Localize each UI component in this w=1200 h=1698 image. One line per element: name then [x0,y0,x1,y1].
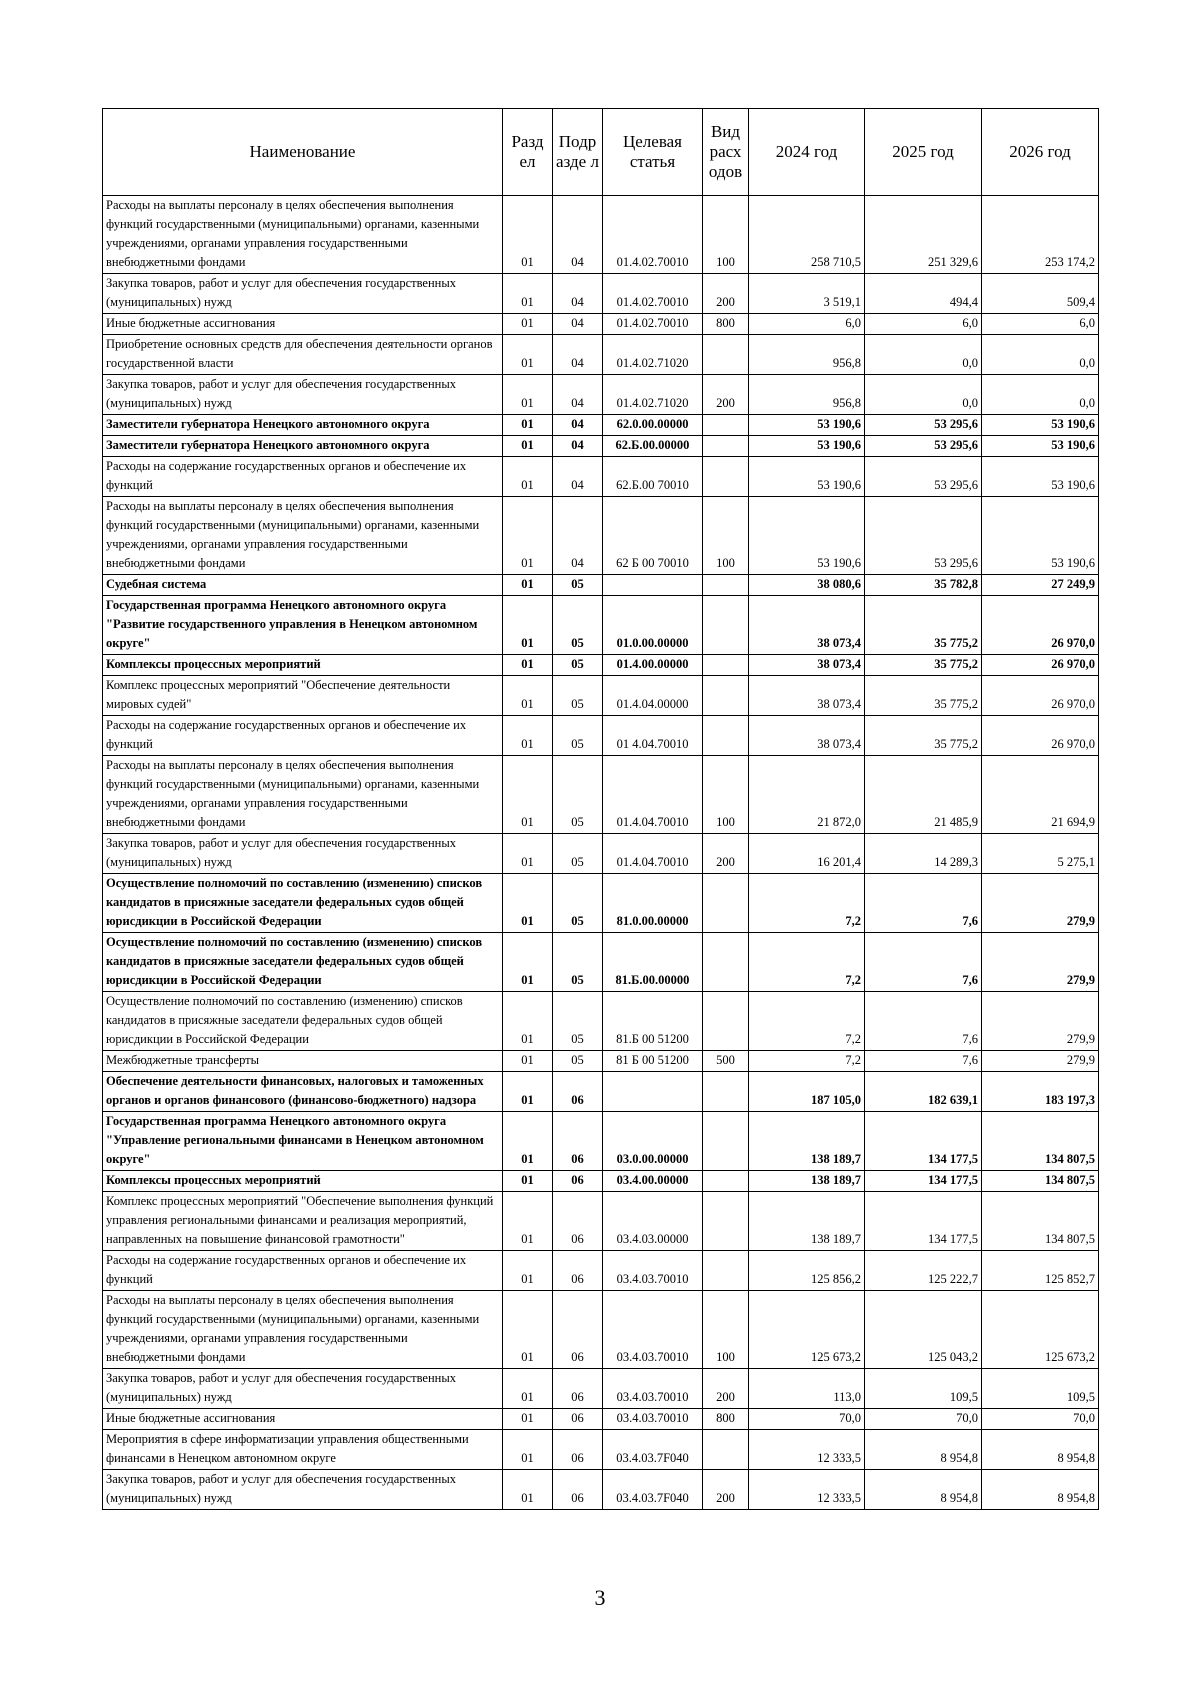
cell-2025: 7,6 [865,1051,982,1072]
cell-target: 81.Б 00 51200 [603,992,703,1051]
cell-2025: 6,0 [865,314,982,335]
header-name: Наименование [103,109,503,196]
cell-2026: 279,9 [982,874,1099,933]
cell-podrazdel: 05 [553,676,603,716]
cell-name: Закупка товаров, работ и услуг для обеспечения государственных (муниципальных) нужд [103,274,503,314]
table-body [103,196,1099,1510]
cell-target: 03.4.03.7F040 [603,1430,703,1470]
cell-2025: 8 954,8 [865,1430,982,1470]
cell-2026: 279,9 [982,933,1099,992]
table-row [103,436,1099,457]
cell-2025: 8 954,8 [865,1470,982,1510]
cell-2024: 138 189,7 [749,1171,865,1192]
cell-target: 81.0.00.00000 [603,874,703,933]
cell-name: Мероприятия в сфере информатизации управления общественными финансами в Ненецком автономном округе [103,1430,503,1470]
cell-razdel: 01 [503,1072,553,1112]
cell-name: Закупка товаров, работ и услуг для обеспечения государственных (муниципальных) нужд [103,1369,503,1409]
table-row [103,1369,1099,1409]
table-row [103,1430,1099,1470]
cell-2024: 38 073,4 [749,716,865,756]
cell-expense-type [703,1112,749,1171]
cell-podrazdel: 04 [553,196,603,274]
cell-2025: 7,6 [865,933,982,992]
cell-target: 62.Б.00 70010 [603,457,703,497]
cell-2026: 0,0 [982,375,1099,415]
cell-target: 03.4.03.70010 [603,1251,703,1291]
cell-target: 01.4.02.70010 [603,274,703,314]
cell-2026: 183 197,3 [982,1072,1099,1112]
table-row [103,676,1099,716]
cell-2025: 35 782,8 [865,575,982,596]
cell-2024: 53 190,6 [749,415,865,436]
cell-2026: 509,4 [982,274,1099,314]
cell-podrazdel: 04 [553,314,603,335]
cell-expense-type: 100 [703,196,749,274]
cell-razdel: 01 [503,1251,553,1291]
cell-2026: 5 275,1 [982,834,1099,874]
cell-podrazdel: 06 [553,1291,603,1369]
cell-expense-type [703,655,749,676]
page-number: 3 [594,1585,606,1610]
header-2024: 2024 год [749,109,865,196]
cell-2024: 16 201,4 [749,834,865,874]
cell-expense-type [703,596,749,655]
cell-2025: 7,6 [865,874,982,933]
cell-2024: 53 190,6 [749,497,865,575]
cell-2025: 53 295,6 [865,457,982,497]
cell-podrazdel: 05 [553,834,603,874]
table-row [103,716,1099,756]
table-row [103,1470,1099,1510]
cell-name: Закупка товаров, работ и услуг для обеспечения государственных (муниципальных) нужд [103,375,503,415]
cell-name: Расходы на выплаты персоналу в целях обеспечения выполнения функций государственными (муниципальными) органами, казенными учреждениями, органами управления государственными внебюджетными фондами [103,196,503,274]
cell-2024: 7,2 [749,933,865,992]
cell-2026: 26 970,0 [982,596,1099,655]
cell-expense-type [703,436,749,457]
cell-podrazdel: 06 [553,1409,603,1430]
cell-razdel: 01 [503,497,553,575]
cell-2025: 134 177,5 [865,1112,982,1171]
cell-podrazdel: 06 [553,1251,603,1291]
cell-podrazdel: 04 [553,436,603,457]
table-header-row [103,109,1099,196]
cell-podrazdel: 04 [553,497,603,575]
cell-2025: 35 775,2 [865,716,982,756]
cell-2026: 0,0 [982,335,1099,375]
cell-razdel: 01 [503,992,553,1051]
table-row [103,196,1099,274]
table-row [103,575,1099,596]
cell-2025: 125 222,7 [865,1251,982,1291]
cell-target: 62.Б.00.00000 [603,436,703,457]
cell-name: Расходы на выплаты персоналу в целях обеспечения выполнения функций государственными (муниципальными) органами, казенными учреждениями, органами управления государственными внебюджетными фондами [103,756,503,834]
cell-expense-type: 100 [703,497,749,575]
table-row [103,874,1099,933]
cell-name: Иные бюджетные ассигнования [103,314,503,335]
cell-2024: 125 856,2 [749,1251,865,1291]
cell-name: Иные бюджетные ассигнования [103,1409,503,1430]
cell-2026: 53 190,6 [982,457,1099,497]
cell-2026: 70,0 [982,1409,1099,1430]
cell-2026: 27 249,9 [982,575,1099,596]
cell-razdel: 01 [503,1192,553,1251]
cell-expense-type: 200 [703,1369,749,1409]
table-row [103,457,1099,497]
cell-2024: 7,2 [749,1051,865,1072]
cell-2026: 53 190,6 [982,436,1099,457]
cell-razdel: 01 [503,655,553,676]
cell-expense-type [703,716,749,756]
cell-2026: 26 970,0 [982,716,1099,756]
cell-podrazdel: 05 [553,575,603,596]
cell-expense-type [703,1251,749,1291]
cell-2024: 113,0 [749,1369,865,1409]
cell-name: Межбюджетные трансферты [103,1051,503,1072]
cell-target: 03.4.03.70010 [603,1409,703,1430]
cell-target: 01.4.04.70010 [603,756,703,834]
cell-expense-type [703,1192,749,1251]
cell-2025: 35 775,2 [865,596,982,655]
cell-razdel: 01 [503,274,553,314]
cell-podrazdel: 05 [553,933,603,992]
cell-target: 01.4.04.00000 [603,676,703,716]
cell-name: Комплексы процессных мероприятий [103,1171,503,1192]
cell-razdel: 01 [503,457,553,497]
table-row [103,274,1099,314]
cell-2026: 279,9 [982,992,1099,1051]
cell-expense-type [703,1430,749,1470]
cell-2025: 21 485,9 [865,756,982,834]
table-row [103,933,1099,992]
cell-expense-type: 200 [703,1470,749,1510]
cell-expense-type: 200 [703,274,749,314]
cell-podrazdel: 05 [553,596,603,655]
cell-podrazdel: 04 [553,274,603,314]
cell-expense-type [703,457,749,497]
cell-2024: 38 073,4 [749,596,865,655]
cell-2024: 7,2 [749,992,865,1051]
header-razdel: Разд ел [503,109,553,196]
cell-2024: 138 189,7 [749,1192,865,1251]
cell-target: 01.4.02.71020 [603,375,703,415]
cell-name: Расходы на содержание государственных органов и обеспечение их функций [103,1251,503,1291]
cell-2024: 38 080,6 [749,575,865,596]
cell-name: Расходы на содержание государственных органов и обеспечение их функций [103,457,503,497]
cell-expense-type [703,1171,749,1192]
budget-table-container [102,108,1098,1510]
cell-expense-type [703,676,749,716]
cell-2026: 134 807,5 [982,1112,1099,1171]
cell-2024: 70,0 [749,1409,865,1430]
cell-2024: 21 872,0 [749,756,865,834]
cell-name: Государственная программа Ненецкого автономного округа "Управление региональными финансами в Ненецком автономном округе" [103,1112,503,1171]
cell-2024: 38 073,4 [749,676,865,716]
cell-name: Комплекс процессных мероприятий "Обеспечение деятельности мировых судей" [103,676,503,716]
table-row [103,1291,1099,1369]
cell-target: 03.4.00.00000 [603,1171,703,1192]
cell-razdel: 01 [503,1430,553,1470]
cell-name: Заместители губернатора Ненецкого автономного округа [103,436,503,457]
table-row [103,415,1099,436]
cell-razdel: 01 [503,874,553,933]
cell-2025: 53 295,6 [865,415,982,436]
cell-2024: 12 333,5 [749,1430,865,1470]
cell-2024: 956,8 [749,335,865,375]
cell-name: Комплексы процессных мероприятий [103,655,503,676]
cell-2024: 187 105,0 [749,1072,865,1112]
cell-razdel: 01 [503,314,553,335]
cell-target: 03.4.03.70010 [603,1369,703,1409]
cell-expense-type: 800 [703,314,749,335]
cell-name: Судебная система [103,575,503,596]
cell-podrazdel: 06 [553,1171,603,1192]
cell-2026: 53 190,6 [982,497,1099,575]
cell-razdel: 01 [503,834,553,874]
header-2025: 2025 год [865,109,982,196]
cell-target [603,575,703,596]
cell-2025: 494,4 [865,274,982,314]
cell-2026: 109,5 [982,1369,1099,1409]
cell-podrazdel: 04 [553,415,603,436]
cell-expense-type [703,415,749,436]
table-row [103,1192,1099,1251]
cell-razdel: 01 [503,375,553,415]
table-row [103,1171,1099,1192]
cell-podrazdel: 05 [553,716,603,756]
header-expense-type: Вид расх одов [703,109,749,196]
table-row [103,314,1099,335]
cell-2024: 6,0 [749,314,865,335]
cell-razdel: 01 [503,1171,553,1192]
cell-expense-type [703,933,749,992]
cell-target: 01.4.02.70010 [603,314,703,335]
cell-podrazdel: 04 [553,375,603,415]
cell-razdel: 01 [503,1291,553,1369]
cell-2025: 0,0 [865,375,982,415]
cell-podrazdel: 05 [553,756,603,834]
cell-expense-type [703,874,749,933]
cell-expense-type: 500 [703,1051,749,1072]
cell-2025: 35 775,2 [865,676,982,716]
cell-podrazdel: 05 [553,1051,603,1072]
cell-name: Заместители губернатора Ненецкого автономного округа [103,415,503,436]
table-row [103,596,1099,655]
cell-razdel: 01 [503,436,553,457]
cell-name: Расходы на выплаты персоналу в целях обеспечения выполнения функций государственными (муниципальными) органами, казенными учреждениями, органами управления государственными внебюджетными фондами [103,497,503,575]
header-target: Целевая статья [603,109,703,196]
table-row [103,1251,1099,1291]
cell-razdel: 01 [503,933,553,992]
table-row [103,655,1099,676]
table-row [103,1072,1099,1112]
cell-2024: 138 189,7 [749,1112,865,1171]
cell-name: Закупка товаров, работ и услуг для обеспечения государственных (муниципальных) нужд [103,1470,503,1510]
cell-2025: 35 775,2 [865,655,982,676]
cell-podrazdel: 04 [553,335,603,375]
cell-2024: 53 190,6 [749,436,865,457]
cell-target: 01.4.00.00000 [603,655,703,676]
table-row [103,992,1099,1051]
cell-target: 62 Б 00 70010 [603,497,703,575]
cell-target: 03.4.03.70010 [603,1291,703,1369]
cell-razdel: 01 [503,196,553,274]
cell-name: Расходы на содержание государственных органов и обеспечение их функций [103,716,503,756]
cell-2026: 26 970,0 [982,676,1099,716]
cell-2025: 53 295,6 [865,436,982,457]
cell-razdel: 01 [503,676,553,716]
cell-2025: 7,6 [865,992,982,1051]
cell-2024: 38 073,4 [749,655,865,676]
cell-target: 01.4.04.70010 [603,834,703,874]
header-2026: 2026 год [982,109,1099,196]
cell-name: Обеспечение деятельности финансовых, налоговых и таможенных органов и органов финансового (финансово-бюджетного) надзора [103,1072,503,1112]
cell-2026: 125 852,7 [982,1251,1099,1291]
cell-name: Осуществление полномочий по составлению (изменению) списков кандидатов в присяжные заседатели федеральных судов общей юрисдикции в Российской Федерации [103,933,503,992]
cell-razdel: 01 [503,415,553,436]
cell-expense-type: 800 [703,1409,749,1430]
cell-podrazdel: 06 [553,1192,603,1251]
cell-podrazdel: 06 [553,1369,603,1409]
cell-2025: 109,5 [865,1369,982,1409]
table-row [103,834,1099,874]
cell-2024: 125 673,2 [749,1291,865,1369]
cell-razdel: 01 [503,575,553,596]
cell-target: 01.0.00.00000 [603,596,703,655]
cell-2025: 251 329,6 [865,196,982,274]
cell-2025: 134 177,5 [865,1171,982,1192]
cell-name: Государственная программа Ненецкого автономного округа "Развитие государственного управления в Ненецком автономном округе" [103,596,503,655]
cell-2026: 26 970,0 [982,655,1099,676]
cell-target: 01.4.02.70010 [603,196,703,274]
table-row [103,1409,1099,1430]
cell-podrazdel: 05 [553,992,603,1051]
cell-2026: 8 954,8 [982,1470,1099,1510]
cell-2025: 182 639,1 [865,1072,982,1112]
table-row [103,1112,1099,1171]
cell-expense-type: 100 [703,1291,749,1369]
cell-target: 81 Б 00 51200 [603,1051,703,1072]
table-row [103,1051,1099,1072]
cell-target: 03.4.03.00000 [603,1192,703,1251]
cell-target: 03.4.03.7F040 [603,1470,703,1510]
budget-table [102,108,1099,1510]
cell-podrazdel: 06 [553,1430,603,1470]
cell-target: 01.4.02.71020 [603,335,703,375]
cell-podrazdel: 06 [553,1470,603,1510]
cell-2024: 956,8 [749,375,865,415]
cell-2025: 134 177,5 [865,1192,982,1251]
cell-2025: 70,0 [865,1409,982,1430]
cell-target [603,1072,703,1112]
table-row [103,497,1099,575]
cell-expense-type [703,1072,749,1112]
cell-2026: 125 673,2 [982,1291,1099,1369]
cell-name: Осуществление полномочий по составлению (изменению) списков кандидатов в присяжные заседатели федеральных судов общей юрисдикции в Российской Федерации [103,874,503,933]
table-row [103,335,1099,375]
cell-razdel: 01 [503,1470,553,1510]
cell-2026: 279,9 [982,1051,1099,1072]
cell-name: Закупка товаров, работ и услуг для обеспечения государственных (муниципальных) нужд [103,834,503,874]
cell-target: 81.Б.00.00000 [603,933,703,992]
cell-razdel: 01 [503,716,553,756]
cell-name: Расходы на выплаты персоналу в целях обеспечения выполнения функций государственными (муниципальными) органами, казенными учреждениями, органами управления государственными внебюджетными фондами [103,1291,503,1369]
cell-expense-type: 100 [703,756,749,834]
cell-name: Приобретение основных средств для обеспечения деятельности органов государственной власти [103,335,503,375]
cell-2024: 7,2 [749,874,865,933]
cell-2025: 53 295,6 [865,497,982,575]
cell-razdel: 01 [503,1409,553,1430]
cell-2026: 134 807,5 [982,1192,1099,1251]
cell-podrazdel: 04 [553,457,603,497]
cell-2025: 125 043,2 [865,1291,982,1369]
cell-2024: 258 710,5 [749,196,865,274]
cell-target: 03.0.00.00000 [603,1112,703,1171]
cell-podrazdel: 06 [553,1072,603,1112]
cell-2026: 253 174,2 [982,196,1099,274]
cell-2025: 0,0 [865,335,982,375]
cell-2026: 21 694,9 [982,756,1099,834]
header-podrazdel: Подр азде л [553,109,603,196]
table-row [103,375,1099,415]
cell-expense-type: 200 [703,834,749,874]
table-row [103,756,1099,834]
cell-2024: 3 519,1 [749,274,865,314]
cell-expense-type [703,335,749,375]
cell-2026: 8 954,8 [982,1430,1099,1470]
cell-2026: 6,0 [982,314,1099,335]
cell-2024: 53 190,6 [749,457,865,497]
cell-expense-type: 200 [703,375,749,415]
cell-podrazdel: 06 [553,1112,603,1171]
cell-expense-type [703,575,749,596]
cell-target: 01 4.04.70010 [603,716,703,756]
cell-name: Комплекс процессных мероприятий "Обеспечение выполнения функций управления региональными финансами и реализация мероприятий, направленных на повышение финансовой грамотности" [103,1192,503,1251]
cell-podrazdel: 05 [553,655,603,676]
cell-razdel: 01 [503,1369,553,1409]
cell-razdel: 01 [503,1112,553,1171]
cell-2024: 12 333,5 [749,1470,865,1510]
cell-2026: 53 190,6 [982,415,1099,436]
cell-razdel: 01 [503,335,553,375]
cell-podrazdel: 05 [553,874,603,933]
cell-2026: 134 807,5 [982,1171,1099,1192]
cell-name: Осуществление полномочий по составлению (изменению) списков кандидатов в присяжные заседатели федеральных судов общей юрисдикции в Российской Федерации [103,992,503,1051]
cell-razdel: 01 [503,1051,553,1072]
cell-target: 62.0.00.00000 [603,415,703,436]
cell-2025: 14 289,3 [865,834,982,874]
cell-expense-type [703,992,749,1051]
cell-razdel: 01 [503,756,553,834]
cell-razdel: 01 [503,596,553,655]
